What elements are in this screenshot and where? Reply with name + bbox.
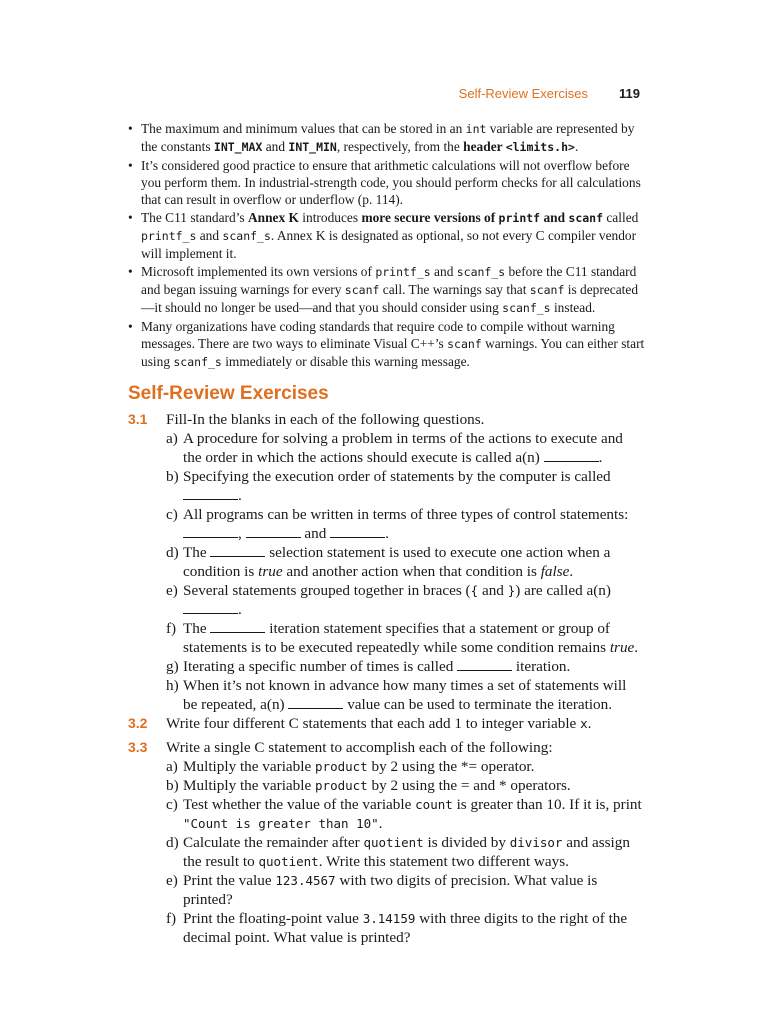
summary-bullets — [128, 120, 648, 372]
running-head-title: Self-Review Exercises — [458, 86, 588, 101]
question-item: b) Multiply the variable product by 2 using the = and * operators. — [166, 777, 571, 794]
exercise-number: 3.1 — [128, 411, 148, 427]
fill-blank — [210, 620, 265, 633]
bullet-item: • Many organizations have coding standards that require code to compile without warning messages. There are two ways to eliminate Visual C++’s scanf warnings. You can either start using scanf_s immediately or disable this warning message. — [128, 319, 645, 369]
question-item: c) All programs can be written in terms of three types of control statements: , and . — [166, 506, 629, 542]
exercise-intro: Fill-In the blanks in each of the following questions. — [166, 411, 485, 428]
bullet-icon: • — [128, 210, 133, 225]
question-item: g) Iterating a specific number of times is called iteration. — [166, 658, 571, 675]
bullet-icon: • — [128, 264, 133, 279]
exercise-body — [166, 410, 643, 714]
page-number: 119 — [619, 86, 640, 101]
section-title: Self-Review Exercises — [128, 383, 329, 404]
bullet-icon: • — [128, 319, 133, 334]
bullet-icon: • — [128, 158, 133, 173]
fill-blank — [183, 487, 238, 500]
fill-blank — [183, 601, 238, 614]
question-item: c) Test whether the value of the variable count is greater than 10. If it is, print "Count is greater than 10". — [166, 796, 642, 832]
running-head — [440, 86, 640, 104]
fill-blank — [330, 525, 385, 538]
exercise-intro: Write a single C statement to accomplish each of the following: — [166, 739, 553, 756]
fill-blank — [288, 696, 343, 709]
bullet-item: • The maximum and minimum values that can be stored in an int variable are represented by the constants INT_MAX and INT_MIN, respectively, from the header <limits.h>. — [128, 121, 635, 154]
bullet-item: • It’s considered good practice to ensure that arithmetic calculations will not overflow before you perform them. In industrial-strength code, you should perform checks for all calculations that can result in overflow or underflow (p. 114). — [128, 158, 641, 207]
fill-blank — [246, 525, 301, 538]
exercise-3-2 — [128, 714, 643, 733]
question-item: f) The iteration statement specifies that a statement or group of statements is to be executed repeatedly while some condition remains true. — [166, 620, 639, 656]
exercise-3-1 — [128, 410, 643, 714]
question-item: a) Multiply the variable product by 2 using the *= operator. — [166, 758, 535, 775]
exercise-number: 3.2 — [128, 715, 148, 731]
exercise-3-3 — [128, 738, 643, 947]
fill-blank — [183, 525, 238, 538]
bullet-item: • The C11 standard’s Annex K introduces more secure versions of printf and scanf called printf_s and scanf_s. Annex K is designated as optional, so not every C compiler vendor will implement it. — [128, 210, 639, 261]
bullet-item: • Microsoft implemented its own versions of printf_s and scanf_s before the C11 standard and began issuing warnings for every scanf call. The warnings say that scanf is deprecated—it should no longer be used—and that you should consider using scanf_s instead. — [128, 264, 639, 315]
question-item: d) Calculate the remainder after quotient is divided by divisor and assign the result to quotient. Write this statement two different ways. — [166, 834, 630, 870]
fill-blank — [210, 544, 265, 557]
exercise-body: Write four different C statements that each add 1 to integer variable x. — [166, 715, 592, 732]
question-item: h) When it’s not known in advance how many times a set of statements will be repeated, a(n) value can be used to terminate the iteration. — [166, 677, 627, 713]
exercise-body — [166, 738, 643, 947]
question-item: a) A procedure for solving a problem in terms of the actions to execute and the order in which the actions should execute is called a(n) . — [166, 430, 623, 466]
bullet-icon: • — [128, 121, 133, 136]
question-item: f) Print the floating-point value 3.14159 with three digits to the right of the decimal point. What value is printed? — [166, 910, 628, 946]
question-item: e) Several statements grouped together in braces ({ and }) are called a(n) . — [166, 582, 611, 618]
question-item: e) Print the value 123.4567 with two digits of precision. What value is printed? — [166, 872, 598, 908]
fill-blank — [544, 449, 599, 462]
question-item: b) Specifying the execution order of statements by the computer is called . — [166, 468, 611, 504]
fill-blank — [457, 658, 512, 671]
exercise-number: 3.3 — [128, 739, 148, 755]
question-item: d) The selection statement is used to execute one action when a condition is true and another action when that condition is false. — [166, 544, 611, 580]
